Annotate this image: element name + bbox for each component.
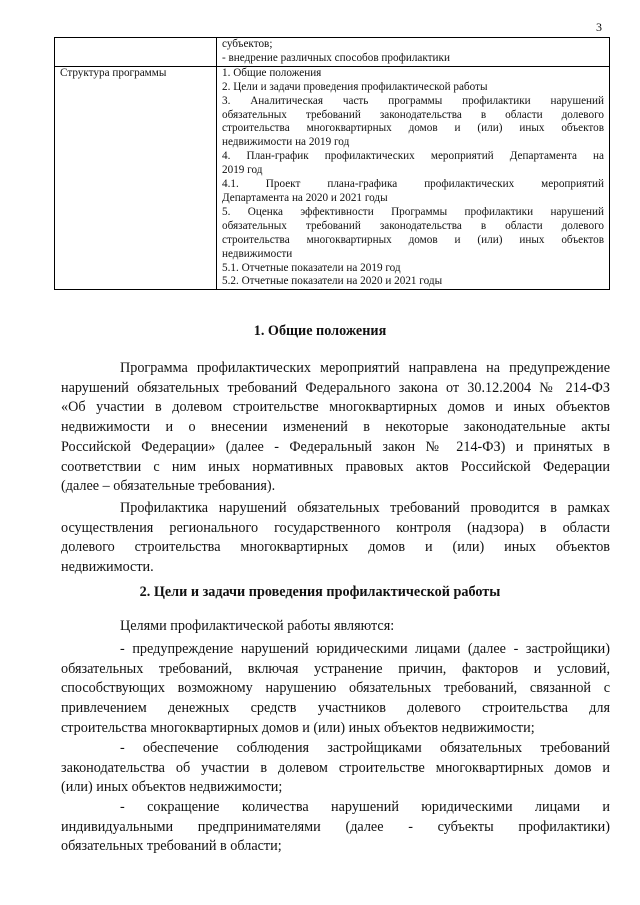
- section-2-item-1: [61, 640, 610, 739]
- table-line: 4. План-график профилактических мероприятий Департамента на: [222, 150, 604, 163]
- section-2-item-2: [61, 739, 610, 798]
- table-line: субъектов;: [222, 38, 273, 50]
- table-line: недвижимости на 2019 год: [222, 136, 350, 149]
- paragraph-line: законодательства об участии в долевом строительстве многоквартирных домов и: [61, 759, 610, 776]
- paragraph-line: - сокращение количества нарушений юридическими лицами и: [120, 799, 610, 815]
- table-row: [55, 38, 610, 67]
- paragraph-line: недвижимости.: [61, 559, 154, 576]
- section-2-heading: 2. Цели и задачи проведения профилактической работы: [139, 584, 501, 600]
- table-row: [55, 66, 610, 290]
- paragraph-line: осуществления регионального государственного контроля (надзора) в области: [61, 519, 610, 536]
- paragraph-line: долевого строительства многоквартирных домов и (или) иных объектов: [61, 539, 610, 556]
- table-line: недвижимости: [222, 247, 293, 260]
- table-line: Департамента на 2020 и 2021 годы: [222, 191, 388, 204]
- table-line: строительства многоквартирных домов и (или) иных объектов: [222, 233, 604, 246]
- paragraph-line: - обеспечение соблюдения застройщиками обязательных требований: [120, 740, 610, 756]
- table-label-cell: Структура программы: [55, 66, 217, 290]
- table-line: 5. Оценка эффективности Программы профилактики нарушений: [222, 205, 604, 218]
- section-1-paragraph-2: [61, 499, 610, 578]
- paragraph-line: Программа профилактических мероприятий направлена на предупреждение: [120, 360, 610, 376]
- page-number: 3: [596, 20, 602, 34]
- table-line: - внедрение различных способов профилактики: [222, 51, 450, 64]
- paragraph-line: строительства многоквартирных домов и (или) иных объектов недвижимости;: [61, 719, 535, 736]
- program-structure-table: [54, 37, 610, 290]
- paragraph-line: соответствии с ним иных нормативных правовых актов Российской Федерации: [61, 458, 610, 475]
- table-line: 2. Цели и задачи проведения профилактической работы: [222, 80, 488, 93]
- section-1-paragraph-1: [61, 359, 610, 497]
- table-line: 4.1. Проект плана-графика профилактических мероприятий: [222, 178, 604, 191]
- paragraph-line: привлечением денежных средств участников долевого строительства для: [61, 700, 610, 717]
- table-label-cell: [55, 38, 217, 67]
- section-2-intro: [61, 617, 610, 637]
- paragraph-line: обязательных требований, включая устранение причин, факторов и условий,: [61, 660, 610, 677]
- table-line: 5.2. Отчетные показатели на 2020 и 2021 годы: [222, 275, 443, 288]
- section-2-item-3: [61, 798, 610, 857]
- paragraph-line: нарушений обязательных требований Федерального закона от 30.12.2004 № 214-ФЗ: [61, 379, 610, 396]
- table-line: 1. Общие положения: [222, 66, 322, 79]
- paragraph-line: Российской Федерации» (далее - Федеральный закон № 214-ФЗ) и принятых в: [61, 438, 610, 455]
- table-line: обязательных требований законодательства в области долевого: [222, 108, 604, 121]
- paragraph-line: Профилактика нарушений обязательных требований проводится в рамках: [120, 500, 610, 516]
- table-line: строительства многоквартирных домов и (или) иных объектов: [222, 122, 604, 135]
- paragraph-line: (далее – обязательные требования).: [61, 478, 276, 495]
- table-value-cell: [217, 38, 610, 67]
- paragraph-line: (или) иных объектов недвижимости;: [61, 779, 283, 796]
- table-line: обязательных требований законодательства в области долевого: [222, 219, 604, 232]
- paragraph-line: Целями профилактической работы являются:: [120, 618, 395, 634]
- paragraph-line: недвижимости и о внесении изменений в некоторые законодательные акты: [61, 419, 610, 436]
- paragraph-line: «Об участии в долевом строительстве многоквартирных домов и иных объектов: [61, 399, 610, 416]
- paragraph-line: способствующих возможному нарушению обязательных требований, связанной с: [61, 680, 610, 697]
- section-1-heading: 1. Общие положения: [253, 323, 387, 339]
- table-line: 3. Аналитическая часть программы профилактики нарушений: [222, 94, 604, 107]
- table-value-cell: [217, 66, 610, 290]
- paragraph-line: обязательных требований в области;: [61, 838, 282, 855]
- paragraph-line: - предупреждение нарушений юридическими лицами (далее - застройщики): [120, 641, 610, 657]
- table-line: 5.1. Отчетные показатели на 2019 год: [222, 261, 401, 274]
- table-line: 2019 год: [222, 164, 263, 177]
- paragraph-line: индивидуальными предпринимателями (далее - субъекты профилактики): [61, 818, 610, 835]
